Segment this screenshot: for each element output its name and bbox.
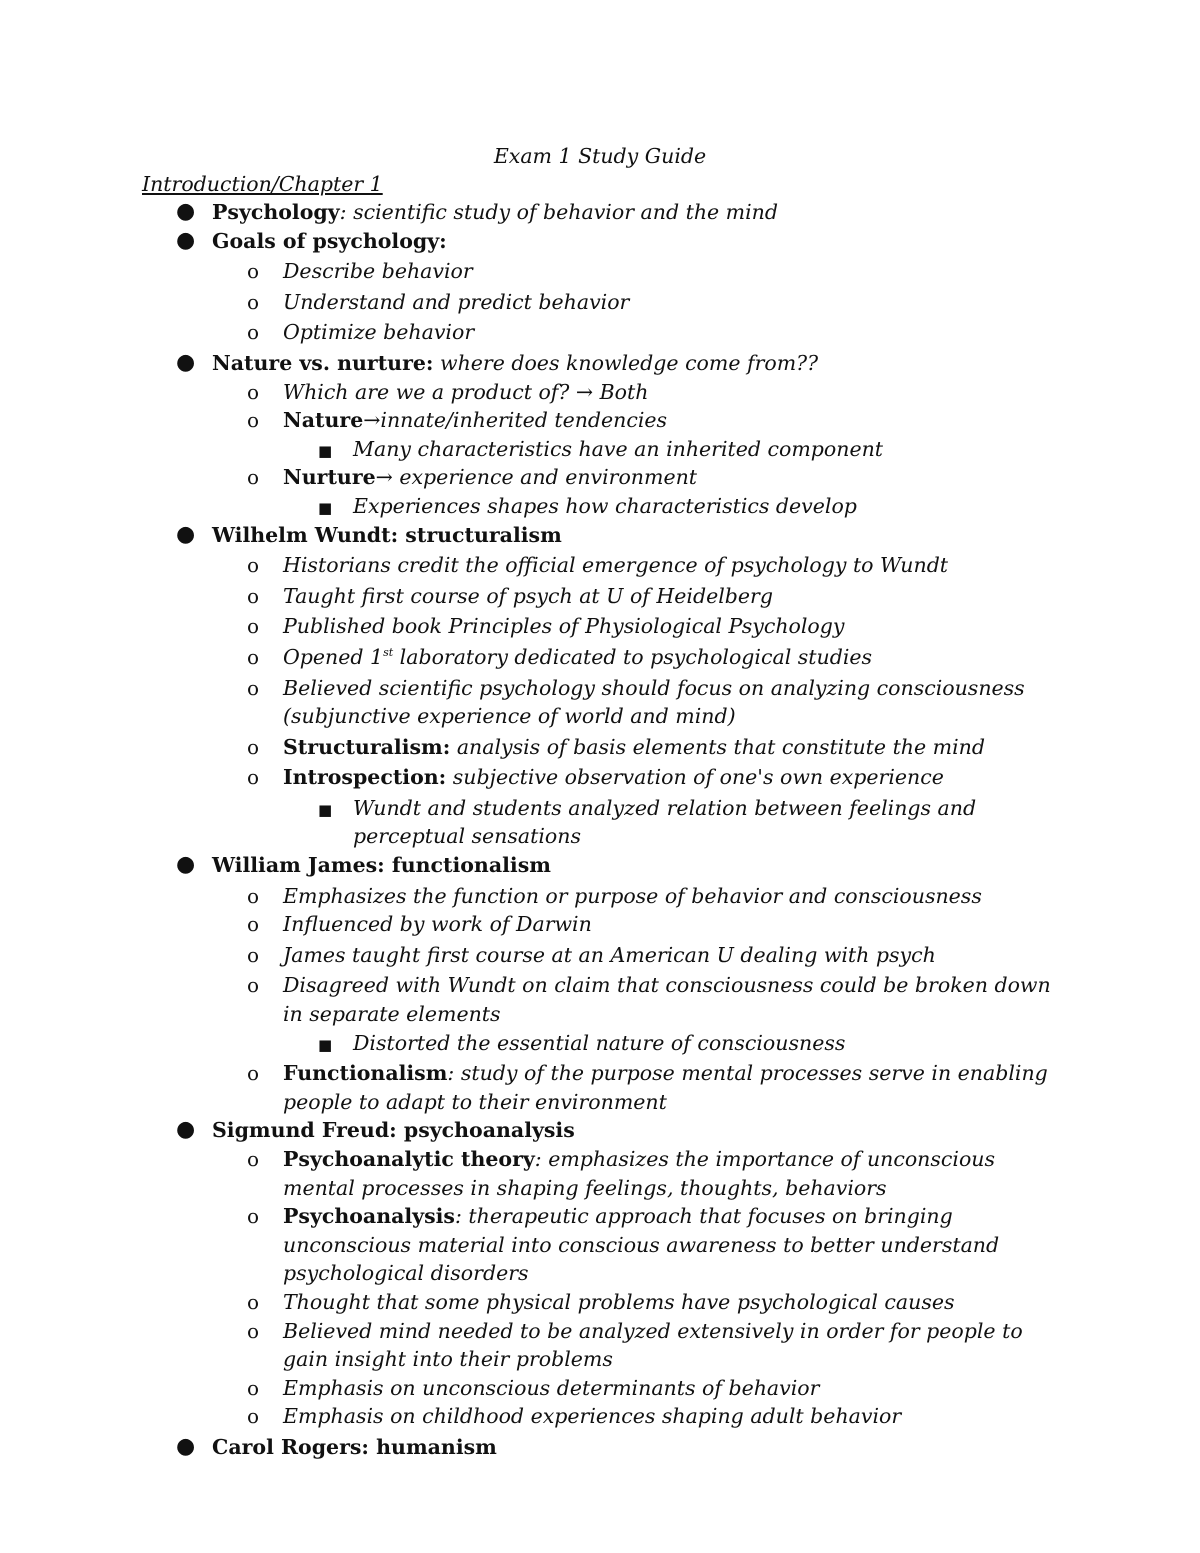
list-item: ● Goals of psychology: <box>0 227 1200 256</box>
square-bullet-icon: ■ <box>318 441 333 460</box>
bullet-icon: ● <box>176 227 196 253</box>
list-item: o Functionalism: study of the purpose mental processes serve in enabling people to adapt to their environment <box>247 1061 1048 1114</box>
list-item: ● Carol Rogers: humanism <box>0 1433 1200 1462</box>
list-item: o Which are we a product of? → Both <box>0 378 1200 407</box>
list-item: ● Psychology: scientific study of behavior and the mind <box>0 198 1200 227</box>
circle-bullet-icon: o <box>247 1375 260 1400</box>
circle-bullet-icon: o <box>247 675 260 700</box>
circle-bullet-icon: o <box>247 583 260 608</box>
list-item: ■ Experiences shapes how characteristics develop <box>0 492 1200 521</box>
circle-bullet-icon: o <box>247 973 260 998</box>
page-title: Exam 1 Study Guide <box>493 144 707 168</box>
circle-bullet-icon: o <box>247 614 260 639</box>
bullet-icon: ● <box>176 521 196 547</box>
list-item: o Published book Principles of Physiological Psychology <box>0 612 1200 641</box>
list-item: ● Wilhelm Wundt: structuralism <box>0 521 1200 550</box>
bullet-icon: ● <box>176 1117 196 1143</box>
list-item: o Disagreed with Wundt on claim that consciousness could be broken down in separate elements <box>247 973 1051 1027</box>
list-item: o Taught first course of psych at U of Heidelberg <box>0 582 1200 611</box>
circle-bullet-icon: o <box>247 379 260 404</box>
list-item: o Opened 1st laboratory dedicated to psychological studies <box>0 643 1200 672</box>
circle-bullet-icon: o <box>247 644 260 669</box>
list-item: o Structuralism: analysis of basis elements that constitute the mind <box>0 733 1200 762</box>
list-item: o James taught first course at an American U dealing with psych <box>0 941 1200 970</box>
circle-bullet-icon: o <box>247 259 260 284</box>
circle-bullet-icon: o <box>247 289 260 314</box>
list-item: o Optimize behavior <box>0 318 1200 347</box>
square-bullet-icon: ■ <box>318 1035 333 1054</box>
list-item: o Nature→innate/inherited tendencies <box>0 406 1200 435</box>
list-item: o Emphasis on childhood experiences shaping adult behavior <box>0 1402 1200 1431</box>
bullet-icon: ● <box>176 1433 196 1459</box>
section-heading: Introduction/Chapter 1 <box>142 172 383 196</box>
list-item: ■ Distorted the essential nature of consciousness <box>0 1029 1200 1058</box>
list-item: o Believed mind needed to be analyzed extensively in order for people to gain insight into their problems <box>247 1318 1023 1372</box>
list-item: o Emphasizes the function or purpose of behavior and consciousness <box>0 882 1200 911</box>
list-item: o Introspection: subjective observation of one's own experience <box>0 763 1200 792</box>
circle-bullet-icon: o <box>247 765 260 790</box>
circle-bullet-icon: o <box>247 408 260 433</box>
circle-bullet-icon: o <box>247 320 260 345</box>
list-item: o Psychoanalysis: therapeutic approach that focuses on bringing unconscious material into conscious awareness to better understand psychological disorders <box>247 1204 1000 1286</box>
bullet-icon: ● <box>176 199 196 224</box>
circle-bullet-icon: o <box>247 553 260 578</box>
circle-bullet-icon: o <box>247 734 260 759</box>
circle-bullet-icon: o <box>247 465 260 490</box>
circle-bullet-icon: o <box>247 912 260 937</box>
square-bullet-icon: ■ <box>318 498 333 517</box>
circle-bullet-icon: o <box>247 1318 260 1343</box>
outline <box>0 198 1200 1462</box>
circle-bullet-icon: o <box>247 1204 260 1229</box>
circle-bullet-icon: o <box>247 1147 260 1171</box>
list-item: ■ Wundt and students analyzed relation between feelings and perceptual sensations <box>318 795 977 849</box>
list-item: o Influenced by work of Darwin <box>0 910 1200 939</box>
list-item: ■ Many characteristics have an inherited component <box>0 435 1200 464</box>
circle-bullet-icon: o <box>247 1404 260 1429</box>
bullet-icon: ● <box>176 852 196 878</box>
list-item: o Emphasis on unconscious determinants of behavior <box>0 1374 1200 1403</box>
bullet-icon: ● <box>176 349 196 375</box>
square-bullet-icon: ■ <box>318 800 333 819</box>
circle-bullet-icon: o <box>247 1061 260 1086</box>
list-item: ● Sigmund Freud: psychoanalysis <box>0 1116 1200 1145</box>
list-item: o Nurture→ experience and environment <box>0 463 1200 492</box>
list-item: o Thought that some physical problems have psychological causes <box>0 1288 1200 1317</box>
list-item: o Describe behavior <box>0 257 1200 286</box>
circle-bullet-icon: o <box>247 883 260 908</box>
list-item: o Understand and predict behavior <box>0 288 1200 317</box>
list-item: ● William James: functionalism <box>0 851 1200 880</box>
list-item: o Psychoanalytic theory: emphasizes the importance of unconscious mental processes in shaping feelings, thoughts, behaviors <box>247 1147 996 1200</box>
circle-bullet-icon: o <box>247 942 260 967</box>
circle-bullet-icon: o <box>247 1289 260 1314</box>
list-item: o Historians credit the official emergence of psychology to Wundt <box>0 551 1200 580</box>
list-item: o Believed scientific psychology should focus on analyzing consciousness (subjunctive experience of world and mind) <box>247 675 1025 729</box>
list-item: ● Nature vs. nurture: where does knowledge come from?? <box>0 349 1200 378</box>
